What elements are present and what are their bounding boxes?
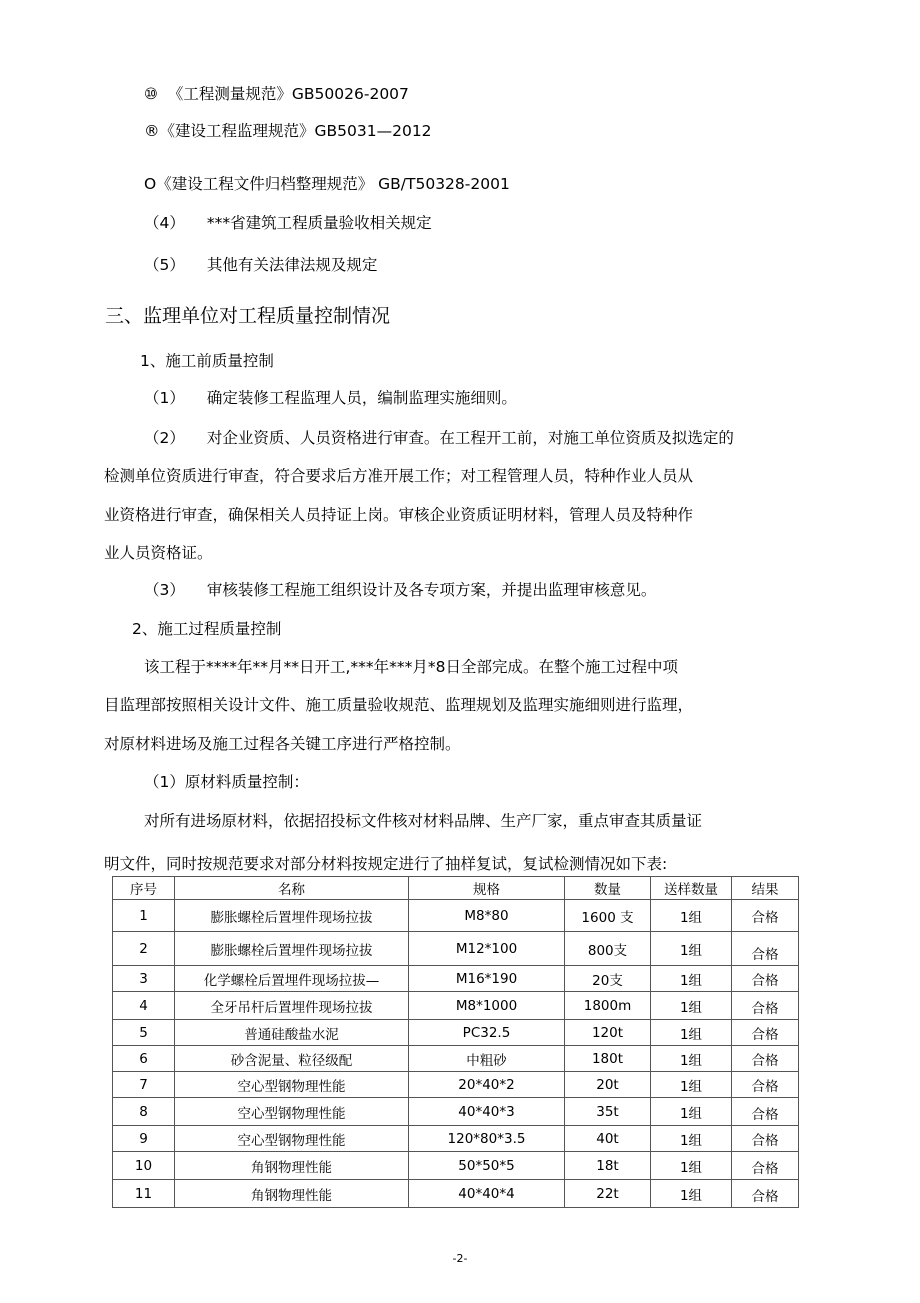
table-header-row bbox=[113, 877, 799, 900]
table-row bbox=[113, 966, 799, 992]
cell-spec: 20*40*2 bbox=[409, 1072, 565, 1098]
list-text: 对企业资质、人员资格进行审查。在工程开工前，对施工单位资质及拟选定的 bbox=[206, 429, 734, 447]
paragraph-line: 业人员资格证。 bbox=[104, 544, 213, 562]
table-row bbox=[113, 1072, 799, 1098]
cell-sample-count: 1组 bbox=[651, 1072, 732, 1098]
list-item bbox=[144, 580, 656, 600]
list-marker: （1） bbox=[144, 389, 185, 407]
cell-result: 合格 bbox=[732, 1180, 799, 1208]
cell-result: 合格 bbox=[732, 1072, 799, 1098]
header-index: 序号 bbox=[113, 877, 175, 900]
cell-name: 空心型钢物理性能 bbox=[175, 1098, 409, 1126]
cell-spec: PC32.5 bbox=[409, 1020, 565, 1046]
section-heading: 三、监理单位对工程质量控制情况 bbox=[105, 305, 391, 327]
cell-index: 7 bbox=[113, 1072, 175, 1098]
cell-result: 合格 bbox=[732, 992, 799, 1020]
cell-spec: 中粗砂 bbox=[409, 1046, 565, 1072]
table-row bbox=[113, 900, 799, 932]
cell-sample-count: 1组 bbox=[651, 932, 732, 966]
cell-index: 5 bbox=[113, 1020, 175, 1046]
cell-sample-count: 1组 bbox=[651, 1020, 732, 1046]
cell-name: 膨胀螺栓后置埋件现场拉拔 bbox=[175, 932, 409, 966]
cell-quantity: 22t bbox=[565, 1180, 651, 1208]
cell-spec: 40*40*4 bbox=[409, 1180, 565, 1208]
table-row bbox=[113, 1046, 799, 1072]
table-row bbox=[113, 1126, 799, 1152]
list-item bbox=[144, 388, 517, 408]
cell-result: 合格 bbox=[732, 1152, 799, 1180]
cell-spec: 40*40*3 bbox=[409, 1098, 565, 1126]
materials-title: （1）原材料质量控制： bbox=[144, 773, 309, 791]
cell-name: 化学螺栓后置埋件现场拉拔— bbox=[175, 966, 409, 992]
list-text: 审核装修工程施工组织设计及各专项方案，并提出监理审核意见。 bbox=[206, 581, 657, 599]
cell-index: 2 bbox=[113, 932, 175, 966]
reference-item bbox=[144, 213, 432, 233]
subsection-title: 2、施工过程质量控制 bbox=[132, 620, 282, 638]
cell-index: 1 bbox=[113, 900, 175, 932]
reference-item bbox=[144, 255, 377, 275]
header-sample-count: 送样数量 bbox=[651, 877, 732, 900]
cell-sample-count: 1组 bbox=[651, 1180, 732, 1208]
cell-name: 角钢物理性能 bbox=[175, 1180, 409, 1208]
reference-text: 其他有关法律法规及规定 bbox=[206, 256, 378, 274]
cell-spec: 50*50*5 bbox=[409, 1152, 565, 1180]
cell-index: 10 bbox=[113, 1152, 175, 1180]
cell-result: 合格 bbox=[732, 1098, 799, 1126]
reference-text: 《工程测量规范》GB50026-2007 bbox=[167, 85, 409, 103]
cell-sample-count: 1组 bbox=[651, 966, 732, 992]
cell-sample-count: 1组 bbox=[651, 1126, 732, 1152]
cell-result: 合格 bbox=[732, 1126, 799, 1152]
cell-index: 9 bbox=[113, 1126, 175, 1152]
table-row bbox=[113, 932, 799, 966]
reference-text: 《建设工程监理规范》GB5031—2012 bbox=[159, 122, 432, 140]
cell-quantity: 20t bbox=[565, 1072, 651, 1098]
cell-spec: 120*80*3.5 bbox=[409, 1126, 565, 1152]
list-item bbox=[144, 428, 734, 448]
reference-text: 《建设工程文件归档整理规范》 GB/T50328-2001 bbox=[156, 175, 510, 193]
cell-result: 合格 bbox=[732, 900, 799, 932]
paragraph-line: 对原材料进场及施工过程各关键工序进行严格控制。 bbox=[104, 735, 461, 753]
cell-name: 砂含泥量、粒径级配 bbox=[175, 1046, 409, 1072]
cell-quantity: 20支 bbox=[565, 966, 651, 992]
cell-index: 4 bbox=[113, 992, 175, 1020]
reference-item bbox=[144, 121, 432, 141]
paragraph-line: 检测单位资质进行审查，符合要求后方准开展工作；对工程管理人员，特种作业人员从 bbox=[104, 467, 694, 485]
cell-name: 膨胀螺栓后置埋件现场拉拔 bbox=[175, 900, 409, 932]
cell-quantity: 180t bbox=[565, 1046, 651, 1072]
cell-name: 普通硅酸盐水泥 bbox=[175, 1020, 409, 1046]
cell-name: 全牙吊杆后置埋件现场拉拔 bbox=[175, 992, 409, 1020]
cell-result: 合格 bbox=[732, 1046, 799, 1072]
paragraph-line: 该工程于****年**月**日开工,***年***月*8日全部完成。在整个施工过程中项 bbox=[144, 658, 679, 676]
cell-sample-count: 1组 bbox=[651, 900, 732, 932]
table-row bbox=[113, 992, 799, 1020]
cell-name: 空心型钢物理性能 bbox=[175, 1072, 409, 1098]
cell-result: 合格 bbox=[732, 1020, 799, 1046]
paragraph-line: 对所有进场原材料，依据招投标文件核对材料品牌、生产厂家，重点审查其质量证 bbox=[144, 812, 703, 830]
table-row bbox=[113, 1180, 799, 1208]
reference-marker: ® bbox=[144, 122, 160, 140]
cell-spec: M12*100 bbox=[409, 932, 565, 966]
cell-spec: M16*190 bbox=[409, 966, 565, 992]
cell-sample-count: 1组 bbox=[651, 1046, 732, 1072]
header-spec: 规格 bbox=[409, 877, 565, 900]
cell-sample-count: 1组 bbox=[651, 992, 732, 1020]
cell-quantity: 1600 支 bbox=[565, 900, 651, 932]
table-row bbox=[113, 1020, 799, 1046]
page-number: -2- bbox=[452, 1252, 468, 1265]
cell-index: 3 bbox=[113, 966, 175, 992]
cell-name: 角钢物理性能 bbox=[175, 1152, 409, 1180]
cell-name: 空心型钢物理性能 bbox=[175, 1126, 409, 1152]
reference-item bbox=[144, 174, 510, 194]
list-marker: （2） bbox=[144, 429, 185, 447]
cell-spec: M8*1000 bbox=[409, 992, 565, 1020]
reference-marker: ⑩ bbox=[144, 85, 158, 103]
paragraph-line: 目监理部按照相关设计文件、施工质量验收规范、监理规划及监理实施细则进行监理， bbox=[104, 696, 694, 714]
reference-text: ***省建筑工程质量验收相关规定 bbox=[206, 214, 432, 232]
cell-quantity: 800支 bbox=[565, 932, 651, 966]
cell-spec: M8*80 bbox=[409, 900, 565, 932]
cell-quantity: 1800m bbox=[565, 992, 651, 1020]
list-text: 确定装修工程监理人员，编制监理实施细则。 bbox=[206, 389, 517, 407]
cell-quantity: 120t bbox=[565, 1020, 651, 1046]
subsection-title: 1、施工前质量控制 bbox=[140, 352, 274, 370]
test-results-table bbox=[112, 876, 799, 1208]
cell-quantity: 18t bbox=[565, 1152, 651, 1180]
header-result: 结果 bbox=[732, 877, 799, 900]
paragraph-line: 业资格进行审查，确保相关人员持证上岗。审核企业资质证明材料，管理人员及特种作 bbox=[104, 506, 694, 524]
cell-quantity: 40t bbox=[565, 1126, 651, 1152]
cell-quantity: 35t bbox=[565, 1098, 651, 1126]
cell-index: 11 bbox=[113, 1180, 175, 1208]
cell-result: 合格 bbox=[732, 966, 799, 992]
header-quantity: 数量 bbox=[565, 877, 651, 900]
table-row bbox=[113, 1098, 799, 1126]
cell-sample-count: 1组 bbox=[651, 1098, 732, 1126]
reference-item bbox=[144, 84, 409, 104]
cell-index: 8 bbox=[113, 1098, 175, 1126]
table-row bbox=[113, 1152, 799, 1180]
cell-sample-count: 1组 bbox=[651, 1152, 732, 1180]
reference-marker: （5） bbox=[144, 256, 185, 274]
paragraph-line: 明文件，同时按规范要求对部分材料按规定进行了抽样复试，复试检测情况如下表: bbox=[104, 855, 668, 873]
list-marker: （3） bbox=[144, 581, 185, 599]
reference-marker: O bbox=[144, 175, 157, 193]
cell-index: 6 bbox=[113, 1046, 175, 1072]
header-name: 名称 bbox=[175, 877, 409, 900]
reference-marker: （4） bbox=[144, 214, 185, 232]
cell-result: 合格 bbox=[732, 932, 799, 966]
